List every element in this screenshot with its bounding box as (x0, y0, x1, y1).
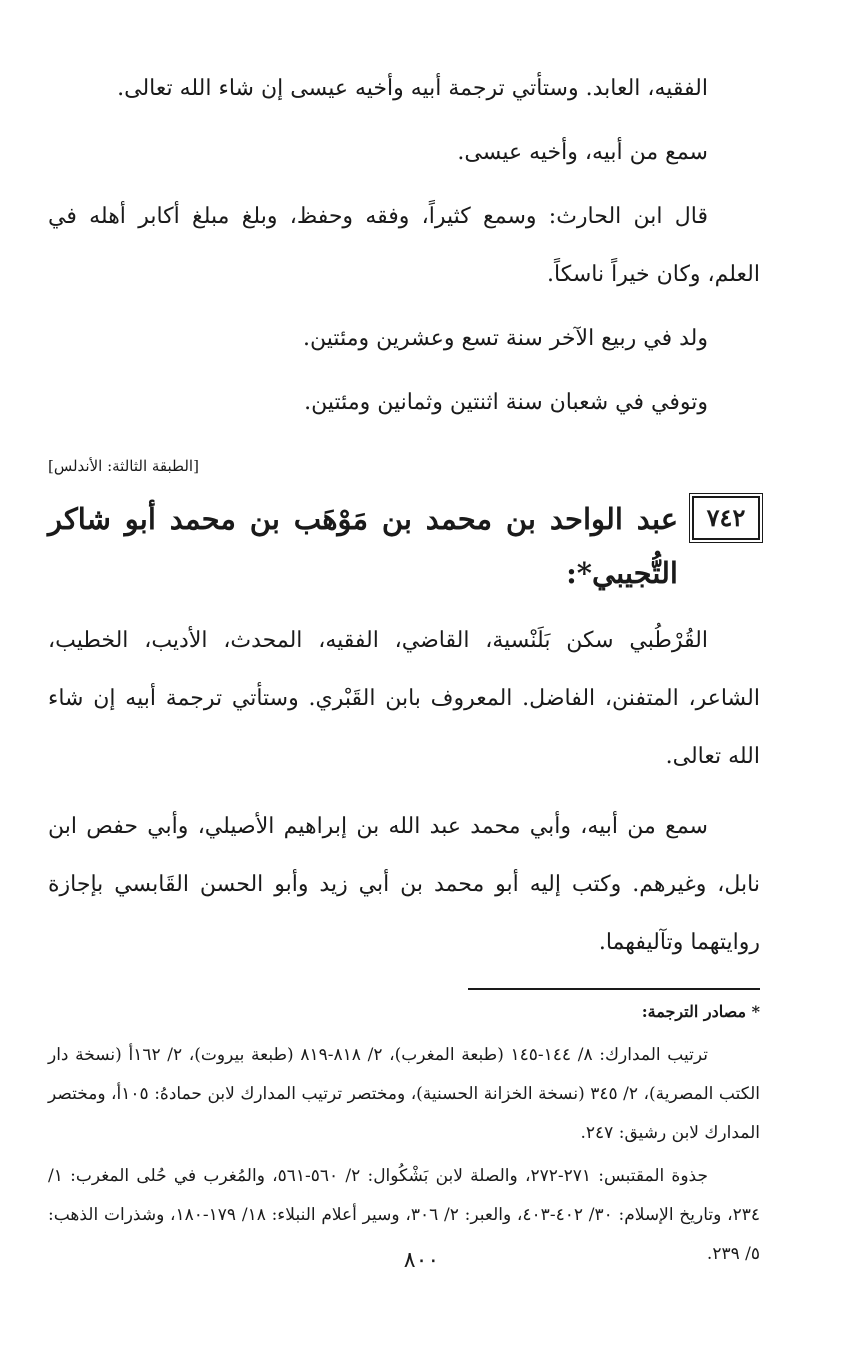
footnote-paragraph-1: ترتيب المدارك: ٨/ ١٤٤-١٤٥ (طبعة المغرب)، ٢/ ٨١٨-٨١٩ (طبعة بيروت)، ٢/ ١٦٢أ (نسخة دار الكتب المصرية)، ٢/ ٣٤٥ (نسخة الخزانة الحسنية)، ومختصر ترتيب المدارك لابن حمادهُ: ١٠٥أ، ومختصر المدارك لابن رشيق: ٢٤٧. (48, 1045, 760, 1143)
footnote-paragraph-2: جذوة المقتبس: ٢٧١-٢٧٢، والصلة لابن بَشْكُوال: ٢/ ٥٦٠-٥٦١، والمُغرب في حُلى المغرب: ١/ ٢٣٤، وتاريخ الإسلام: ٣٠/ ٤٠٢-٤٠٣، والعبر: ٢/ ٣٠٦، وسير أعلام النبلاء: ١٨/ ١٧٩-١٨٠، وشذرات الذهب: ٥/ ٢٣٩. (48, 1166, 760, 1264)
entry-number-box: ٧٤٢ (692, 496, 760, 540)
prev-entry-line-1: الفقيه، العابد. وستأتي ترجمة أبيه وأخيه عيسى إن شاء الله تعالى. (117, 76, 708, 101)
book-page (48, 60, 760, 1340)
running-head: [الطبقة الثالثة: الأندلس] (48, 457, 199, 475)
entry-paragraph-1: القُرْطُبي سكن بَلَنْسية، القاضي، الفقيه، المحدث، الأديب، الخطيب، الشاعر، المتفنن، الفاضل. المعروف بابن القَبْري. وستأتي ترجمة أبيه إن شاء الله تعالى. (48, 628, 760, 769)
entry-title: عبد الواحد بن محمد بن مَوْهَب بن محمد أبو شاكر التُّجيبي*: (48, 502, 678, 590)
entry-paragraph-2: سمع من أبيه، وأبي محمد عبد الله بن إبراهيم الأصيلي، وأبي حفص ابن نابل، وغيرهم. وكتب إليه أبو محمد بن أبي زيد وأبو الحسن القَابسي بإجازة روايتهما وتآليفهما. (48, 814, 760, 955)
page-number: ٨٠٠ (403, 1248, 440, 1273)
prev-entry-line-3: قال ابن الحارث: وسمع كثيراً، وفقه وحفظ، وبلغ مبلغ أكابر أهله في العلم، وكان خيراً ناسكاً. (48, 204, 760, 287)
footnote-heading: * مصادر الترجمة: (641, 1002, 760, 1021)
prev-entry-line-2: سمع من أبيه، وأخيه عيسى. (457, 140, 708, 165)
footnote-divider (468, 988, 760, 990)
prev-entry-line-5: وتوفي في شعبان سنة اثنتين وثمانين ومئتين. (304, 390, 708, 415)
entry-heading (48, 492, 760, 600)
prev-entry-line-4: ولد في ربيع الآخر سنة تسع وعشرين ومئتين. (303, 326, 708, 351)
